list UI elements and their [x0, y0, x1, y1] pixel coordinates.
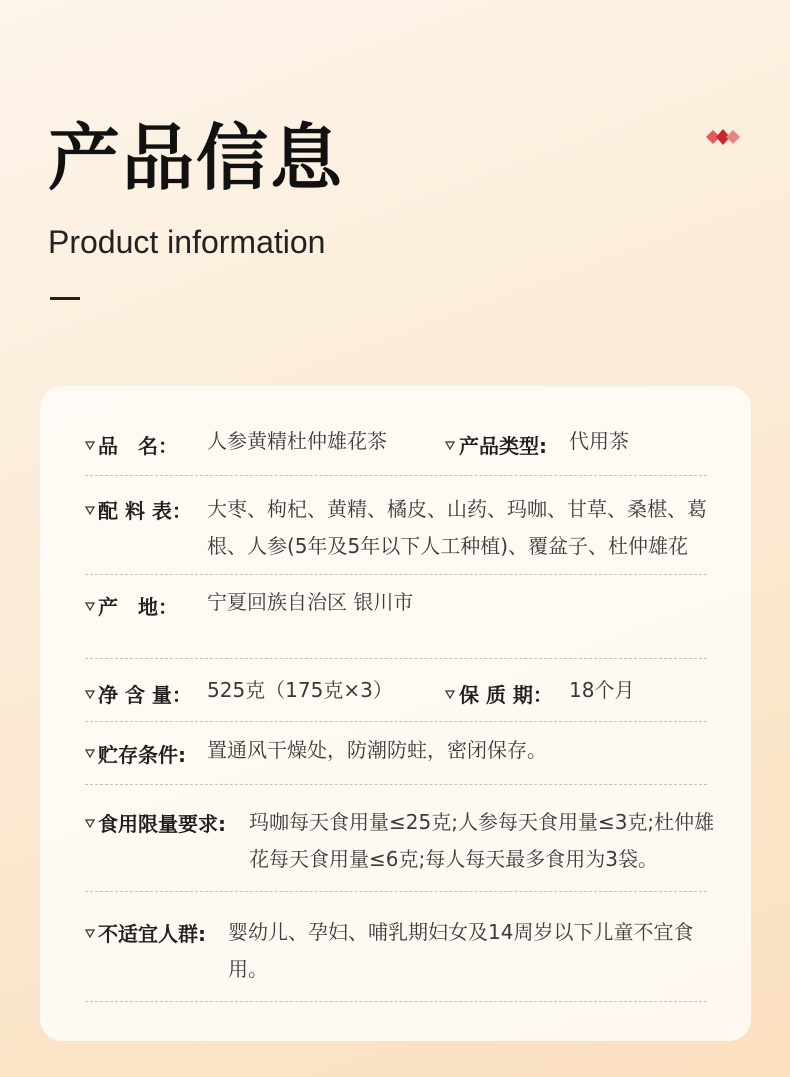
info-row-ingredients [85, 491, 707, 575]
limit-label: 食用限量要求: [98, 812, 226, 836]
ingredients-value: 大枣、枸杞、黄精、橘皮、山药、玛咖、甘草、桑椹、葛根、人参(5年及5年以下人工种植)、覆盆子、杜仲雄花 [207, 497, 707, 558]
page-title: 产品信息 [48, 116, 345, 200]
triangle-bullet-icon [445, 440, 455, 450]
origin-value: 宁夏回族自治区 银川市 [207, 590, 414, 614]
shelf-label: 保 质 期： [459, 683, 553, 707]
triangle-bullet-icon [85, 689, 95, 699]
info-row-unsuitable [85, 914, 707, 1002]
title-divider [50, 297, 80, 300]
page-subtitle: Product information [48, 224, 326, 260]
storage-value: 置通风干燥处，防潮防蛀，密闭保存。 [207, 738, 547, 762]
shelf-value: 18个月 [569, 678, 635, 702]
diamond-ornament-icon [704, 127, 742, 147]
triangle-bullet-icon [445, 689, 455, 699]
net-value: 525克（175克×3） [207, 678, 393, 702]
triangle-bullet-icon [85, 928, 95, 938]
triangle-bullet-icon [85, 440, 95, 450]
name-value: 人参黄精杜仲雄花茶 [207, 429, 387, 453]
triangle-bullet-icon [85, 748, 95, 758]
limit-value: 玛咖每天食用量≤25克;人参每天食用量≤3克;杜仲雄花每天食用量≤6克;每人每天最多食用为3袋。 [249, 810, 715, 871]
row-divider [85, 574, 707, 575]
unsuitable-label: 不适宜人群: [98, 922, 206, 946]
storage-label: 贮存条件: [98, 743, 186, 767]
origin-label: 产 地： [98, 595, 178, 619]
row-divider [85, 475, 707, 476]
triangle-bullet-icon [85, 818, 95, 828]
row-divider [85, 891, 707, 892]
row-divider [85, 1001, 707, 1002]
info-row-limit [85, 804, 715, 892]
row-divider [85, 784, 707, 785]
info-row-name [85, 426, 707, 476]
product-info-card [40, 386, 751, 1041]
info-row-net [85, 679, 707, 722]
info-row-storage [85, 739, 707, 785]
triangle-bullet-icon [85, 505, 95, 515]
row-divider [85, 721, 707, 722]
unsuitable-value: 婴幼儿、孕妇、哺乳期妇女及14周岁以下儿童不宜食用。 [228, 920, 694, 981]
type-value: 代用茶 [569, 429, 629, 453]
triangle-bullet-icon [85, 601, 95, 611]
ingredients-label: 配 料 表： [98, 499, 192, 523]
info-row-origin [85, 591, 707, 659]
name-label: 品 名： [98, 434, 178, 458]
net-label: 净 含 量： [98, 683, 192, 707]
row-divider [85, 658, 707, 659]
type-label: 产品类型: [459, 434, 547, 458]
